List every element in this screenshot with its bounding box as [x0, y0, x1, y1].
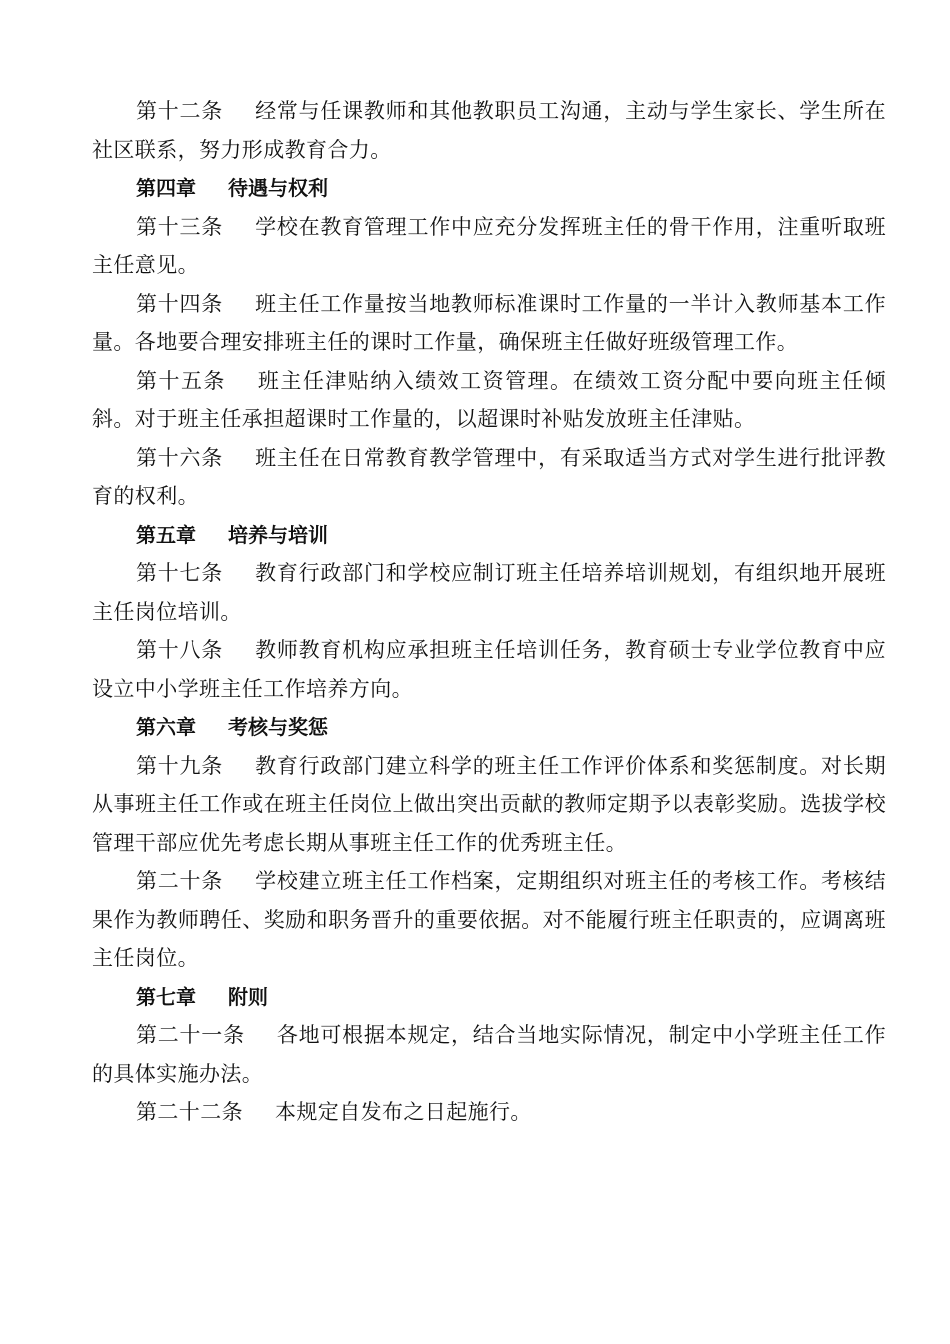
- article-number: 第十四条: [136, 291, 224, 316]
- article-15: [92, 362, 886, 439]
- article-number: 第十八条: [136, 638, 224, 662]
- chapter-title: 待遇与权利: [228, 176, 328, 200]
- article-13: [92, 208, 886, 285]
- article-text: 学校在教育管理工作中应充分发挥班主任的骨干作用，注重听取班主任意见。: [92, 214, 886, 277]
- chapter-4-heading: [92, 169, 886, 208]
- article-text: 各地可根据本规定，结合当地实际情况，制定中小学班主任工作的具体实施办法。: [92, 1023, 886, 1086]
- article-text: 教育行政部门和学校应制订班主任培养培训规划，有组织地开展班主任岗位培训。: [92, 561, 886, 624]
- article-21: [92, 1016, 886, 1093]
- article-number: 第二十条: [136, 869, 224, 893]
- document-page: [92, 92, 886, 1132]
- article-22: [92, 1093, 886, 1132]
- article-text: 教育行政部门建立科学的班主任工作评价体系和奖惩制度。对长期从事班主任工作或在班主任岗位上做出突出贡献的教师定期予以表彰奖励。选拔学校管理干部应优先考虑长期从事班主任工作的优秀班主任。: [92, 753, 886, 855]
- chapter-number: 第七章: [136, 984, 196, 1009]
- article-number: 第十六条: [136, 445, 224, 470]
- chapter-title: 附则: [228, 984, 268, 1009]
- article-text: 本规定自发布之日起施行。: [275, 1100, 532, 1124]
- article-19: [92, 747, 886, 863]
- chapter-7-heading: [92, 978, 886, 1017]
- article-14: [92, 285, 886, 362]
- article-text: 经常与任课教师和其他教职员工沟通，主动与学生家长、学生所在社区联系，努力形成教育合力。: [92, 99, 886, 162]
- article-text: 班主任津贴纳入绩效工资管理。在绩效工资分配中要向班主任倾斜。对于班主任承担超课时工作量的，以超课时补贴发放班主任津贴。: [92, 368, 886, 431]
- article-number: 第十二条: [136, 99, 224, 123]
- article-text: 学校建立班主任工作档案，定期组织对班主任的考核工作。考核结果作为教师聘任、奖励和职务晋升的重要依据。对不能履行班主任职责的，应调离班主任岗位。: [92, 869, 886, 970]
- article-text: 教师教育机构应承担班主任培训任务，教育硕士专业学位教育中应设立中小学班主任工作培养方向。: [92, 638, 886, 701]
- article-number: 第十五条: [136, 368, 226, 393]
- chapter-number: 第四章: [136, 176, 196, 200]
- chapter-title: 培养与培训: [228, 522, 328, 547]
- article-18: [92, 631, 886, 708]
- article-number: 第二十一条: [136, 1023, 245, 1047]
- article-12: [92, 92, 886, 169]
- article-16: [92, 439, 886, 516]
- chapter-title: 考核与奖惩: [228, 715, 328, 739]
- article-number: 第二十二条: [136, 1100, 243, 1124]
- chapter-6-heading: [92, 708, 886, 747]
- article-number: 第十九条: [136, 753, 224, 778]
- chapter-number: 第五章: [136, 522, 196, 547]
- article-20: [92, 862, 886, 978]
- article-17: [92, 554, 886, 631]
- article-number: 第十三条: [136, 214, 224, 239]
- article-text: 班主任在日常教育教学管理中，有采取适当方式对学生进行批评教育的权利。: [92, 445, 886, 508]
- chapter-5-heading: [92, 516, 886, 555]
- article-number: 第十七条: [136, 561, 224, 585]
- article-text: 班主任工作量按当地教师标准课时工作量的一半计入教师基本工作量。各地要合理安排班主任的课时工作量，确保班主任做好班级管理工作。: [92, 291, 886, 354]
- chapter-number: 第六章: [136, 715, 196, 739]
